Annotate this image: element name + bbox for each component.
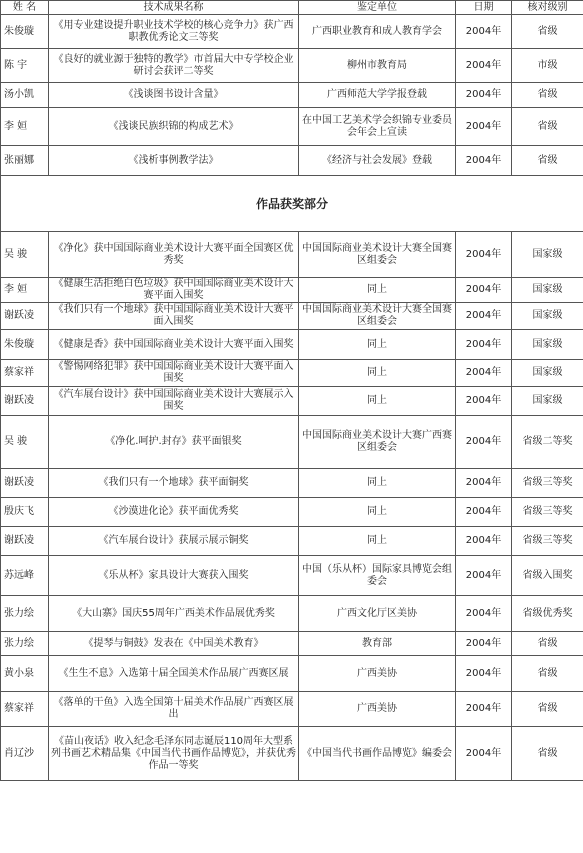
cell-name: 汤小凯 bbox=[1, 83, 49, 108]
cell-unit: 广西职业教育和成人教育学会 bbox=[299, 15, 456, 49]
cell-date: 2004年 bbox=[456, 108, 512, 146]
cell-unit: 同上 bbox=[299, 498, 456, 527]
cell-achievement: 《净化.呵护.封存》获平面银奖 bbox=[49, 416, 299, 469]
cell-date: 2004年 bbox=[456, 416, 512, 469]
cell-date: 2004年 bbox=[456, 692, 512, 727]
cell-unit: 同上 bbox=[299, 278, 456, 303]
table-row bbox=[1, 469, 583, 498]
table-row bbox=[1, 498, 583, 527]
cell-level: 国家级 bbox=[512, 387, 583, 416]
cell-date: 2004年 bbox=[456, 498, 512, 527]
cell-date: 2004年 bbox=[456, 232, 512, 278]
cell-achievement: 《健康生活拒绝白色垃圾》获中国国际商业美术设计大赛平面入围奖 bbox=[49, 278, 299, 303]
cell-name: 谢跃凌 bbox=[1, 527, 49, 556]
cell-achievement: 《落单的干鱼》入选全国第十届美术作品展广西赛区展出 bbox=[49, 692, 299, 727]
cell-level: 省级 bbox=[512, 632, 583, 656]
cell-level: 省级 bbox=[512, 108, 583, 146]
cell-achievement: 《大山寨》国庆55周年广西美术作品展优秀奖 bbox=[49, 596, 299, 632]
table-row bbox=[1, 727, 583, 781]
cell-level: 国家级 bbox=[512, 232, 583, 278]
cell-level: 省级 bbox=[512, 727, 583, 781]
cell-achievement: 《沙漠进化论》获平面优秀奖 bbox=[49, 498, 299, 527]
cell-unit: 同上 bbox=[299, 387, 456, 416]
cell-achievement: 《浅析事例教学法》 bbox=[49, 146, 299, 176]
cell-date: 2004年 bbox=[456, 387, 512, 416]
cell-date: 2004年 bbox=[456, 15, 512, 49]
cell-date: 2004年 bbox=[456, 360, 512, 387]
cell-achievement: 《良好的就业源于独特的教学》市首届大中专学校企业研讨会获评二等奖 bbox=[49, 49, 299, 83]
cell-unit: 同上 bbox=[299, 330, 456, 360]
cell-unit: 中国（乐从杯）国际家具博览会组委会 bbox=[299, 556, 456, 596]
cell-name: 张丽娜 bbox=[1, 146, 49, 176]
cell-level: 国家级 bbox=[512, 360, 583, 387]
cell-date: 2004年 bbox=[456, 303, 512, 330]
cell-name: 黄小泉 bbox=[1, 656, 49, 692]
cell-level: 国家级 bbox=[512, 278, 583, 303]
cell-level: 省级三等奖 bbox=[512, 527, 583, 556]
cell-date: 2004年 bbox=[456, 469, 512, 498]
cell-name: 李 姮 bbox=[1, 108, 49, 146]
section-title-body bbox=[1, 176, 583, 232]
table-row bbox=[1, 303, 583, 330]
table-row bbox=[1, 556, 583, 596]
cell-name: 陈 宇 bbox=[1, 49, 49, 83]
cell-date: 2004年 bbox=[456, 632, 512, 656]
cell-achievement: 《我们只有一个地球》获中国国际商业美术设计大赛平面入围奖 bbox=[49, 303, 299, 330]
section-title-row bbox=[1, 176, 583, 232]
cell-level: 省级 bbox=[512, 15, 583, 49]
cell-achievement: 《汽车展台设计》获中国国际商业美术设计大赛展示入围奖 bbox=[49, 387, 299, 416]
cell-unit: 同上 bbox=[299, 360, 456, 387]
cell-name: 张力绘 bbox=[1, 596, 49, 632]
cell-achievement: 《我们只有一个地球》获平面铜奖 bbox=[49, 469, 299, 498]
cell-date: 2004年 bbox=[456, 596, 512, 632]
cell-unit: 中国国际商业美术设计大赛广西赛区组委会 bbox=[299, 416, 456, 469]
cell-achievement: 《汽车展台设计》获展示展示铜奖 bbox=[49, 527, 299, 556]
table-row bbox=[1, 108, 583, 146]
cell-achievement: 《生生不息》入选第十届全国美术作品展广西赛区展 bbox=[49, 656, 299, 692]
header-name: 姓 名 bbox=[1, 1, 49, 15]
cell-achievement: 《提琴与铜鼓》发表在《中国美术教育》 bbox=[49, 632, 299, 656]
header-level: 核对级别 bbox=[512, 1, 583, 15]
cell-level: 省级 bbox=[512, 692, 583, 727]
cell-name: 李 姮 bbox=[1, 278, 49, 303]
table-row bbox=[1, 387, 583, 416]
cell-name: 朱俊璇 bbox=[1, 330, 49, 360]
works-section bbox=[1, 232, 583, 781]
cell-achievement: 《苗山夜话》收入纪念毛泽东同志诞辰110周年大型系列书画艺术精品集《中国当代书画作品博览》，并获优秀作品一等奖 bbox=[49, 727, 299, 781]
cell-date: 2004年 bbox=[456, 656, 512, 692]
cell-unit: 同上 bbox=[299, 469, 456, 498]
cell-name: 苏远峰 bbox=[1, 556, 49, 596]
table-row bbox=[1, 656, 583, 692]
cell-name: 蔡家祥 bbox=[1, 360, 49, 387]
cell-name: 殷庆飞 bbox=[1, 498, 49, 527]
cell-name: 吴 骏 bbox=[1, 232, 49, 278]
cell-achievement: 《乐从杯》家具设计大赛获入围奖 bbox=[49, 556, 299, 596]
cell-date: 2004年 bbox=[456, 727, 512, 781]
table-row bbox=[1, 632, 583, 656]
table-row bbox=[1, 83, 583, 108]
table-row bbox=[1, 146, 583, 176]
table-row bbox=[1, 278, 583, 303]
cell-level: 省级 bbox=[512, 83, 583, 108]
table-row bbox=[1, 692, 583, 727]
cell-date: 2004年 bbox=[456, 527, 512, 556]
cell-unit: 同上 bbox=[299, 527, 456, 556]
table-row bbox=[1, 527, 583, 556]
cell-level: 省级入围奖 bbox=[512, 556, 583, 596]
cell-level: 省级二等奖 bbox=[512, 416, 583, 469]
cell-achievement: 《用专业建设提升职业技术学校的核心竞争力》获广西职教优秀论文三等奖 bbox=[49, 15, 299, 49]
cell-name: 吴 骏 bbox=[1, 416, 49, 469]
header-achievement: 技术成果名称 bbox=[49, 1, 299, 15]
cell-date: 2004年 bbox=[456, 556, 512, 596]
table-header-row bbox=[1, 1, 583, 15]
table-row bbox=[1, 15, 583, 49]
cell-name: 肖辽沙 bbox=[1, 727, 49, 781]
cell-date: 2004年 bbox=[456, 83, 512, 108]
cell-unit: 广西美协 bbox=[299, 692, 456, 727]
cell-level: 省级 bbox=[512, 656, 583, 692]
cell-level: 国家级 bbox=[512, 330, 583, 360]
section-title: 作品获奖部分 bbox=[1, 176, 583, 232]
cell-unit: 广西师范大学学报登载 bbox=[299, 83, 456, 108]
cell-achievement: 《浅谈图书设计含量》 bbox=[49, 83, 299, 108]
header-date: 日期 bbox=[456, 1, 512, 15]
cell-level: 省级优秀奖 bbox=[512, 596, 583, 632]
cell-date: 2004年 bbox=[456, 278, 512, 303]
cell-name: 谢跃凌 bbox=[1, 387, 49, 416]
cell-level: 省级 bbox=[512, 146, 583, 176]
cell-name: 谢跃凌 bbox=[1, 303, 49, 330]
table-row bbox=[1, 360, 583, 387]
header-unit: 鉴定单位 bbox=[299, 1, 456, 15]
cell-level: 国家级 bbox=[512, 303, 583, 330]
cell-unit: 中国国际商业美术设计大赛全国赛区组委会 bbox=[299, 232, 456, 278]
table-row bbox=[1, 232, 583, 278]
cell-unit: 广西文化厅区美协 bbox=[299, 596, 456, 632]
cell-level: 市级 bbox=[512, 49, 583, 83]
cell-achievement: 《净化》获中国国际商业美术设计大赛平面全国赛区优秀奖 bbox=[49, 232, 299, 278]
cell-unit: 广西美协 bbox=[299, 656, 456, 692]
cell-achievement: 《警惕网络犯罪》获中国国际商业美术设计大赛平面入围奖 bbox=[49, 360, 299, 387]
cell-level: 省级三等奖 bbox=[512, 498, 583, 527]
cell-unit: 中国国际商业美术设计大赛全国赛区组委会 bbox=[299, 303, 456, 330]
cell-unit: 在中国工艺美术学会织锦专业委员会年会上宣读 bbox=[299, 108, 456, 146]
cell-date: 2004年 bbox=[456, 146, 512, 176]
table-row bbox=[1, 49, 583, 83]
cell-name: 蔡家祥 bbox=[1, 692, 49, 727]
cell-unit: 《中国当代书画作品博览》编委会 bbox=[299, 727, 456, 781]
table-row bbox=[1, 596, 583, 632]
cell-achievement: 《浅谈民族织锦的构成艺术》 bbox=[49, 108, 299, 146]
cell-unit: 教育部 bbox=[299, 632, 456, 656]
papers-section bbox=[1, 15, 583, 176]
cell-date: 2004年 bbox=[456, 330, 512, 360]
table-row bbox=[1, 416, 583, 469]
cell-unit: 《经济与社会发展》登载 bbox=[299, 146, 456, 176]
cell-name: 朱俊璇 bbox=[1, 15, 49, 49]
table-row bbox=[1, 330, 583, 360]
cell-unit: 柳州市教育局 bbox=[299, 49, 456, 83]
cell-achievement: 《健康是香》获中国国际商业美术设计大赛平面入围奖 bbox=[49, 330, 299, 360]
cell-level: 省级三等奖 bbox=[512, 469, 583, 498]
cell-name: 张力绘 bbox=[1, 632, 49, 656]
cell-name: 谢跃凌 bbox=[1, 469, 49, 498]
cell-date: 2004年 bbox=[456, 49, 512, 83]
